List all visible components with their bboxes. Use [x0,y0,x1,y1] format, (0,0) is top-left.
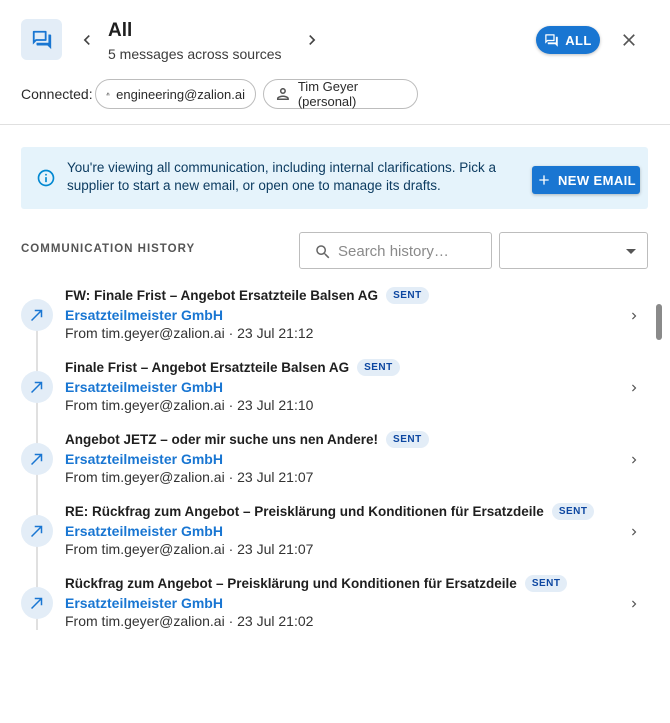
status-badge: SENT [552,503,595,520]
chevron-left-icon [77,30,97,50]
message-subject: RE: Rückfrag zum Angebot – Preisklärung und Konditionen für Ersatzdeile [65,504,544,519]
message-subject-row [65,359,400,376]
new-email-button[interactable] [532,166,640,194]
header-divider [0,124,670,125]
message-subject-row [65,503,594,520]
status-badge: SENT [525,575,568,592]
message-subject-row [65,575,567,592]
chevron-right-icon [627,525,641,539]
chevron-right-icon [627,381,641,395]
chevron-right-icon [627,309,641,323]
message-item[interactable] [0,503,650,575]
plus-icon [536,172,552,188]
chevron-right-icon [302,30,322,50]
info-icon [36,168,56,188]
sent-arrow-icon [21,587,53,619]
status-badge: SENT [357,359,400,376]
chevron-right-icon [627,453,641,467]
message-item[interactable] [0,575,650,647]
message-from: From tim.geyer@zalion.ai · 23 Jul 21:10 [65,397,314,413]
search-field[interactable] [299,232,492,269]
message-supplier: Ersatzteilmeister GmbH [65,523,223,539]
all-button[interactable] [536,26,600,54]
message-supplier: Ersatzteilmeister GmbH [65,595,223,611]
message-subject-row [65,287,429,304]
message-supplier: Ersatzteilmeister GmbH [65,307,223,323]
chip-label: Tim Geyer (personal) [297,79,359,109]
forum-icon [21,19,62,60]
message-item[interactable] [0,359,650,431]
connected-chip-engineering[interactable] [95,79,256,109]
scrollbar-thumb[interactable] [656,304,662,340]
person-icon [274,84,292,104]
message-from: From tim.geyer@zalion.ai · 23 Jul 21:12 [65,325,314,341]
chevron-right-icon [627,597,641,611]
sent-arrow-icon [21,515,53,547]
filter-select[interactable] [499,232,648,269]
message-subject: Angebot JETZ – oder mir suche uns nen Andere! [65,432,379,447]
next-button[interactable] [301,29,323,51]
status-badge: SENT [386,431,429,448]
all-button-label: ALL [565,32,592,48]
connected-label: Connected: [21,86,93,102]
search-input[interactable] [338,240,486,262]
sent-arrow-icon [21,443,53,475]
previous-button[interactable] [76,29,98,51]
sent-arrow-icon [21,371,53,403]
forum-icon [544,33,559,48]
page-subtitle: 5 messages across sources [108,46,282,62]
history-section-label: COMMUNICATION HISTORY [21,243,196,255]
message-from: From tim.geyer@zalion.ai · 23 Jul 21:07 [65,541,314,557]
sent-arrow-icon [21,299,53,331]
message-supplier: Ersatzteilmeister GmbH [65,379,223,395]
message-subject: FW: Finale Frist – Angebot Ersatzteile Balsen AG [65,288,379,303]
close-icon [619,30,639,50]
connected-chip-personal[interactable] [263,79,418,109]
message-supplier: Ersatzteilmeister GmbH [65,451,223,467]
message-item[interactable] [0,287,650,359]
dropdown-caret-icon [626,249,636,254]
message-item[interactable] [0,431,650,503]
status-badge: SENT [386,287,429,304]
close-button[interactable] [618,29,640,51]
banner-text: You're viewing all communication, including internal clarifications. Pick a supplier to start a new email, or open one to manage its drafts. [67,160,497,193]
search-icon [314,243,332,261]
page-title: All [108,20,133,41]
message-from: From tim.geyer@zalion.ai · 23 Jul 21:02 [65,613,314,629]
message-subject: Finale Frist – Angebot Ersatzteile Balsen AG [65,360,350,375]
group-icon [106,84,110,104]
message-subject-row [65,431,429,448]
new-email-label: NEW EMAIL [558,172,636,188]
message-subject: Rückfrag zum Angebot – Preisklärung und Konditionen für Ersatzdeile [65,576,517,591]
message-from: From tim.geyer@zalion.ai · 23 Jul 21:07 [65,469,314,485]
chip-label: engineering@zalion.ai [116,86,245,102]
